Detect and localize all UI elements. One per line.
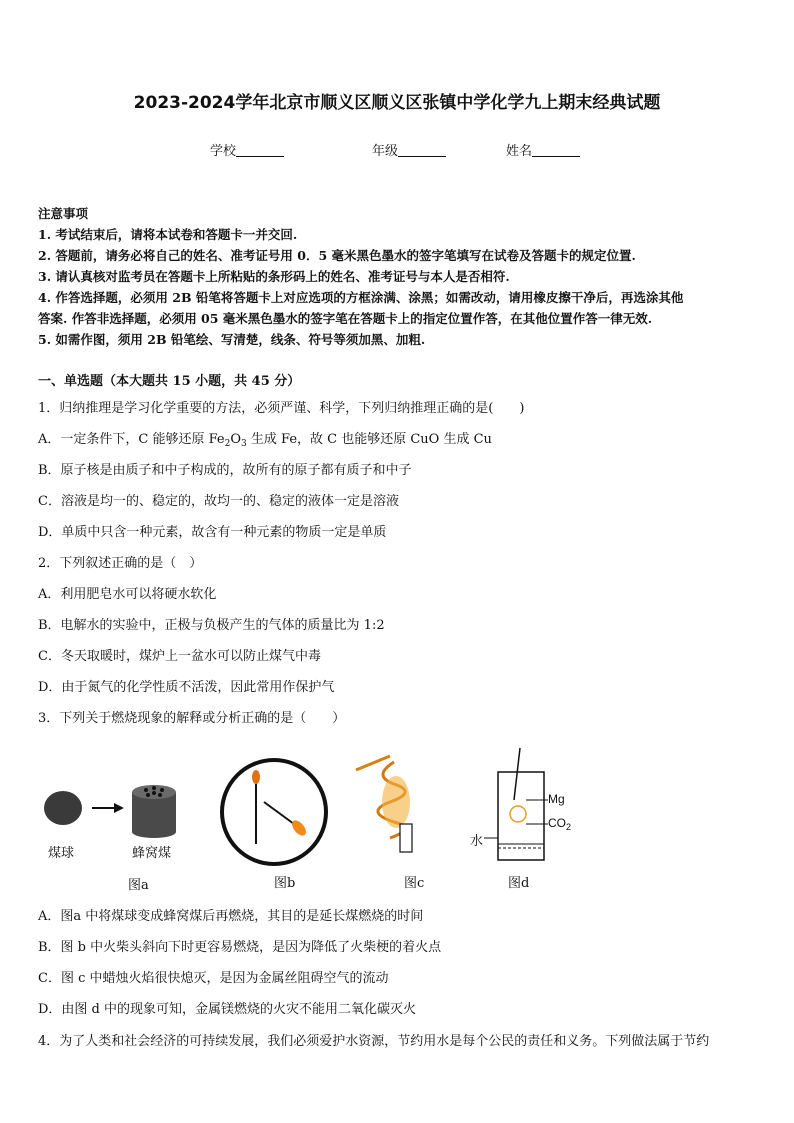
q1-a-sub-1: 2 bbox=[224, 439, 231, 449]
q1-option-d: D．单质中只含一种元素，故含有一种元素的物质一定是单质 bbox=[38, 525, 387, 540]
q2-option-c: C．冬天取暖时，煤炉上一盆水可以防止煤气中毒 bbox=[38, 649, 321, 664]
q1-stem: 1．归纳推理是学习化学重要的方法，必须严谨、科学，下列归纳推理正确的是( ) bbox=[38, 401, 525, 416]
q1-option-c: C．溶液是均一的、稳定的，故均一的、稳定的液体一定是溶液 bbox=[38, 494, 399, 509]
q3-option-d: D．由图 d 中的现象可知，金属镁燃烧的火灾不能用二氧化碳灭火 bbox=[38, 1002, 417, 1017]
q3-option-c: C．图 c 中蜡烛火焰很快熄灭，是因为金属丝阻碍空气的流动 bbox=[38, 971, 389, 986]
q2-stem: 2．下列叙述正确的是（ ） bbox=[38, 556, 203, 571]
q1-a-text-2: O bbox=[230, 432, 242, 447]
fig-d-co2-sub: 2 bbox=[566, 822, 572, 832]
q1-a-text-1: A．一定条件下，C 能够还原 Fe bbox=[38, 432, 225, 447]
notice-item: 5. 如需作图，须用 2B 铅笔绘、写清楚，线条、符号等须加黑、加粗. bbox=[38, 332, 426, 347]
school-blank bbox=[236, 142, 284, 157]
fig-d-caption: 图d bbox=[508, 876, 530, 891]
fig-c-caption: 图c bbox=[404, 876, 425, 891]
notice-item: 1. 考试结束后，请将本试卷和答题卡一并交回. bbox=[38, 227, 298, 242]
q1-a-text-3: 生成 Fe，故 C 也能够还原 CuO 生成 Cu bbox=[246, 432, 492, 447]
q1-a-sub-2: 3 bbox=[241, 439, 247, 449]
fig-d-co2-text: CO bbox=[548, 816, 566, 830]
grade-blank bbox=[398, 142, 446, 157]
notice-item: 3. 请认真核对监考员在答题卡上所粘贴的条形码上的姓名、准考证号与本人是否相符. bbox=[38, 269, 510, 284]
q3-option-b: B．图 b 中火柴头斜向下时更容易燃烧，是因为降低了火柴梗的着火点 bbox=[38, 940, 442, 955]
q2-option-a: A．利用肥皂水可以将硬水软化 bbox=[38, 587, 217, 602]
fig-d-label-mg: Mg bbox=[548, 792, 565, 806]
notice-item: 4. 作答选择题，必须用 2B 铅笔将答题卡上对应选项的方框涂满、涂黑；如需改动，请用橡皮擦干净后，再选涂其他 bbox=[38, 290, 684, 305]
grade-label: 年级 bbox=[372, 144, 399, 159]
fig-c-illustration bbox=[356, 756, 412, 852]
fig-a-caption: 图a bbox=[128, 878, 149, 893]
fig-d-illustration bbox=[484, 748, 548, 860]
q4-stem: 4．为了人类和社会经济的可持续发展，我们必须爱护水资源，节约用水是每个公民的责任和义务。下列做法属于节约 bbox=[38, 1034, 710, 1049]
name-label: 姓名 bbox=[506, 144, 533, 159]
section-heading: 一、单选题（本大题共 15 小题，共 45 分） bbox=[38, 374, 301, 389]
grade-field bbox=[372, 140, 446, 159]
name-field bbox=[506, 140, 580, 159]
fig-a-illustration bbox=[44, 785, 176, 838]
q2-option-d: D．由于氮气的化学性质不活泼，因此常用作保护气 bbox=[38, 680, 335, 695]
q3-option-a: A．图a 中将煤球变成蜂窝煤后再燃烧，其目的是延长煤燃烧的时间 bbox=[38, 909, 424, 924]
q3-stem: 3．下列关于燃烧现象的解释或分析正确的是（ ） bbox=[38, 711, 346, 726]
fig-a-label-coal-ball: 煤球 bbox=[48, 846, 75, 861]
name-blank bbox=[532, 142, 580, 157]
fig-b-illustration bbox=[222, 760, 326, 864]
page-title: 2023-2024学年北京市顺义区顺义区张镇中学化学九上期末经典试题 bbox=[133, 93, 661, 113]
q1-option-a bbox=[38, 428, 492, 449]
notice-heading: 注意事项 bbox=[38, 206, 89, 221]
school-field bbox=[210, 140, 284, 159]
fig-d-label-water: 水 bbox=[470, 834, 484, 849]
fig-b-caption: 图b bbox=[274, 876, 296, 891]
q1-option-b: B．原子核是由质子和中子构成的，故所有的原子都有质子和中子 bbox=[38, 463, 412, 478]
notice-item: 2. 答题前，请务必将自己的姓名、准考证号用 0．5 毫米黑色墨水的签字笔填写在试卷及答题卡的规定位置. bbox=[38, 248, 636, 263]
fig-d-label-co2 bbox=[548, 816, 571, 832]
q2-option-b: B．电解水的实验中，正极与负极产生的气体的质量比为 1:2 bbox=[38, 618, 385, 633]
school-label: 学校 bbox=[210, 144, 237, 159]
fig-a-label-briquette: 蜂窝煤 bbox=[132, 846, 172, 861]
notice-item: 答案. 作答非选择题，必须用 05 毫米黑色墨水的签字笔在答题卡上的指定位置作答，在其他位置作答一律无效. bbox=[38, 311, 653, 326]
q3-figures bbox=[36, 740, 596, 892]
